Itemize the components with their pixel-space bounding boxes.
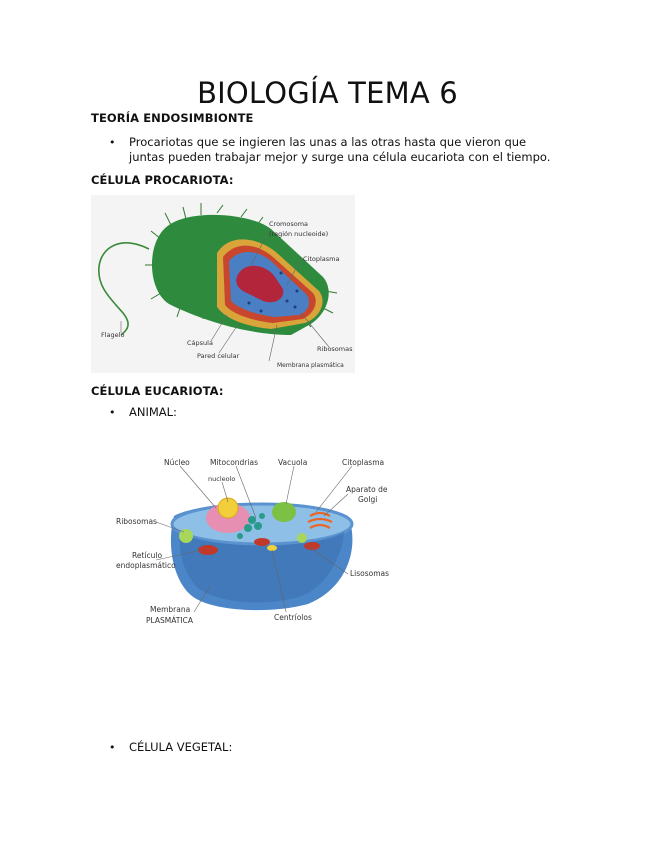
label-lisosomas: Lisosomas (350, 569, 390, 578)
label-region-nucleoide: (región nucleoide) (269, 230, 329, 238)
label-vacuola: Vacuola (278, 458, 308, 467)
label-citoplasma: Citoplasma (342, 458, 385, 467)
label-citoplasma: Citoplasma (303, 255, 340, 263)
bullet-dot: • (109, 136, 116, 149)
section-heading-eucariota: CÉLULA EUCARIOTA: (91, 384, 224, 398)
label-mitocondrias: Mitocondrias (210, 458, 258, 467)
label-flagelo: Flagelo (101, 331, 125, 339)
bullet-text-vegetal: CÉLULA VEGETAL: (129, 740, 233, 754)
label-membrana-line2: PLASMÁTICA (146, 616, 193, 625)
label-membrana-plasmatica: Membrana plasmática (277, 362, 344, 369)
bullet-text-animal: ANIMAL: (129, 405, 177, 419)
label-golgi-line2: Golgi (358, 495, 378, 504)
label-cromosoma: Cromosoma (269, 220, 309, 228)
bullet-text-line1: Procariotas que se ingieren las unas a las otras hasta que vieron que (129, 135, 527, 149)
label-centriolos: Centríolos (274, 613, 312, 622)
section-heading-endosimbionte: TEORÍA ENDOSIMBIONTE (91, 111, 254, 125)
label-reticulo-line2: endoplasmático (116, 561, 176, 570)
section-heading-procariota: CÉLULA PROCARIOTA: (91, 173, 234, 187)
label-nucleolo: nucleolo (208, 475, 236, 483)
label-reticulo-line1: Retículo (132, 551, 163, 560)
label-golgi-line1: Aparato de (346, 485, 388, 494)
bullet-text-line2: juntas pueden trabajar mejor y surge una célula eucariota con el tiempo. (129, 150, 551, 164)
bullet-dot: • (109, 741, 116, 754)
label-ribosomas: Ribosomas (317, 345, 353, 353)
animal-cell-diagram (112, 446, 404, 631)
label-membrana-line1: Membrana (150, 605, 191, 614)
label-pared-celular: Pared celular (197, 352, 240, 360)
prokaryote-diagram (91, 195, 355, 373)
page-title: BIOLOGÍA TEMA 6 (197, 76, 458, 110)
vacuole-shape (272, 502, 296, 522)
label-capsula: Cápsula (187, 339, 213, 347)
bullet-dot: • (109, 406, 116, 419)
label-nucleo: Núcleo (164, 458, 190, 467)
label-ribosomas: Ribosomas (116, 517, 157, 526)
